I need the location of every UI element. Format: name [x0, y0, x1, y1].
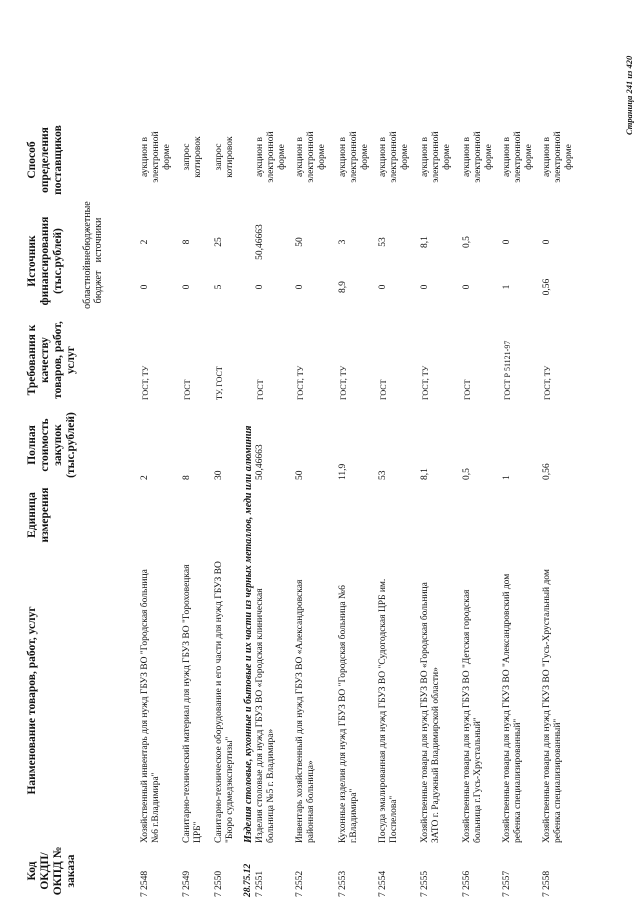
- row-regional: 0: [462, 284, 472, 290]
- row-name: Хозяйственные товары для нужд ГКУЗ ВО "Александровский дом ребенка специализированный": [502, 573, 523, 843]
- header-cost: Полная стоимость закупок (тыс.рублей): [26, 412, 77, 478]
- row-name: Кухонные изделия для нужд ГБУЗ ВО "Городская больница №6 г.Владимира": [338, 585, 359, 843]
- row-method: аукцион в электронной форме: [542, 131, 574, 183]
- row-cost: 2: [140, 475, 150, 480]
- row-code: 7 2551: [255, 870, 265, 897]
- row-code: 7 2549: [182, 870, 192, 897]
- row-cost: 11,9: [338, 463, 348, 480]
- row-code: 7 2548: [140, 870, 150, 897]
- row-code: 7 2553: [338, 870, 348, 897]
- row-requirements: ГОСТ, ТУ: [141, 365, 150, 400]
- row-regional: 0: [295, 284, 305, 290]
- row-regional: 0: [182, 284, 192, 290]
- row-name: Хозяйственные товары для нужд ГКУЗ ВО "Гусь-Хрустальный дом ребенка специализированный": [542, 569, 563, 843]
- row-requirements: ГОСТ: [379, 379, 388, 400]
- row-method: аукцион в электронной форме: [462, 131, 494, 183]
- row-method: запрос котировок: [182, 136, 203, 178]
- row-regional: 0: [140, 284, 150, 290]
- row-requirements: ГОСТ, ТУ: [296, 365, 305, 400]
- row-name: Хозяйственный инвентарь для нужд ГБУЗ ВО "Городская больница №6 г.Владимира": [140, 569, 161, 843]
- row-external: 0: [502, 239, 512, 245]
- row-external: 8: [182, 239, 192, 245]
- header-name: Наименование товаров, работ, услуг: [26, 606, 38, 795]
- header-fin-external: внебюджетные источники: [82, 201, 104, 265]
- row-method: аукцион в электронной форме: [338, 131, 370, 183]
- row-regional: 0: [420, 284, 430, 290]
- row-external: 0,5: [462, 236, 472, 248]
- row-regional: 5: [214, 284, 224, 290]
- row-name: Хозяйственные товары для нужд ГБУЗ ВО «Городская больница ЗАТО г. Радужный Владимирской области»: [420, 582, 441, 843]
- section-code: 28.75.12: [243, 863, 253, 897]
- row-method: аукцион в электронной форме: [502, 131, 534, 183]
- row-code: 7 2554: [378, 870, 388, 897]
- row-regional: 0: [255, 284, 265, 290]
- row-requirements: ГОСТ: [183, 379, 192, 400]
- row-external: 2: [140, 239, 150, 245]
- row-external: 25: [214, 237, 224, 247]
- header-requirements: Требования к качеству товаров, работ, услуг: [26, 321, 77, 399]
- row-requirements: ГОСТ Р 51121-97: [503, 340, 512, 400]
- row-name: Изделия столовые для нужд ГБУЗ ВО «Городская клиническая больница №5 г. Владимира»: [255, 588, 276, 843]
- header-method: Способ определения поставщиков: [26, 125, 64, 195]
- row-external: 53: [378, 237, 388, 247]
- section-title: Изделия столовые, кухонные и бытовые и их части из черных металлов, меди или алюминия: [243, 425, 254, 843]
- row-cost: 30: [214, 470, 224, 480]
- row-regional: 0,56: [542, 278, 552, 296]
- row-regional: 8,9: [338, 281, 348, 293]
- row-cost: 1: [502, 475, 512, 480]
- row-code: 7 2556: [462, 870, 472, 897]
- row-cost: 8,1: [420, 468, 430, 480]
- row-method: аукцион в электронной форме: [420, 131, 452, 183]
- page-number: Страница 241 из 420: [624, 55, 634, 135]
- header-financing: Источник финансирования (тыс.рублей): [26, 216, 64, 306]
- row-external: 3: [338, 239, 348, 245]
- row-code: 7 2558: [542, 870, 552, 897]
- row-cost: 8: [182, 475, 192, 480]
- row-name: Инвентарь хозяйственный для нужд ГБУЗ ВО «Александровская районная больница»: [295, 579, 316, 843]
- row-external: 50: [295, 237, 305, 247]
- row-cost: 0,5: [462, 468, 472, 480]
- header-unit: Единица измерения: [26, 487, 51, 543]
- row-requirements: ГОСТ: [256, 379, 265, 400]
- row-requirements: ГОСТ, ТУ: [339, 365, 348, 400]
- row-code: 7 2552: [295, 870, 305, 897]
- row-regional: 1: [502, 284, 512, 290]
- header-fin-regional: областной бюджет: [82, 265, 104, 309]
- row-name: Посуда эмалированная для нужд ГБУЗ ВО "Судогодская ЦРБ им. Поспелова": [378, 578, 399, 843]
- row-external: 0: [542, 239, 552, 245]
- row-code: 7 2557: [502, 870, 512, 897]
- row-name: Хозяйственные товары для нужд ГБУЗ ВО "Детская городская больница г.Гусь-Хрустальный": [462, 589, 483, 843]
- row-method: запрос котировок: [214, 136, 235, 178]
- row-requirements: ГОСТ: [463, 379, 472, 400]
- row-cost: 53: [378, 470, 388, 480]
- row-name: Санитарно-технический материал для нужд ГБУЗ ВО "Гороховецкая ЦРБ": [182, 564, 203, 843]
- row-code: 7 2550: [214, 870, 224, 897]
- row-cost: 50: [295, 470, 305, 480]
- row-name: Санитарно-техническое оборудование и его части для нужд ГБУЗ ВО "Бюро судмедэкспертизы": [214, 561, 235, 843]
- row-cost: 50,46663: [255, 444, 265, 480]
- row-external: 50,46663: [255, 224, 265, 260]
- row-method: аукцион в электронной форме: [140, 131, 172, 183]
- row-requirements: ТУ, ГОСТ: [215, 366, 224, 400]
- row-external: 8,1: [420, 236, 430, 248]
- row-regional: 0: [378, 284, 388, 290]
- row-method: аукцион в электронной форме: [378, 131, 410, 183]
- row-method: аукцион в электронной форме: [295, 131, 327, 183]
- row-cost: 0,56: [542, 463, 552, 480]
- header-code: Код ОКДП/ ОКПД № заказа: [26, 846, 77, 896]
- row-method: аукцион в электронной форме: [255, 131, 287, 183]
- row-requirements: ГОСТ, ТУ: [421, 365, 430, 400]
- row-requirements: ГОСТ, ТУ: [543, 365, 552, 400]
- row-code: 7 2555: [420, 870, 430, 897]
